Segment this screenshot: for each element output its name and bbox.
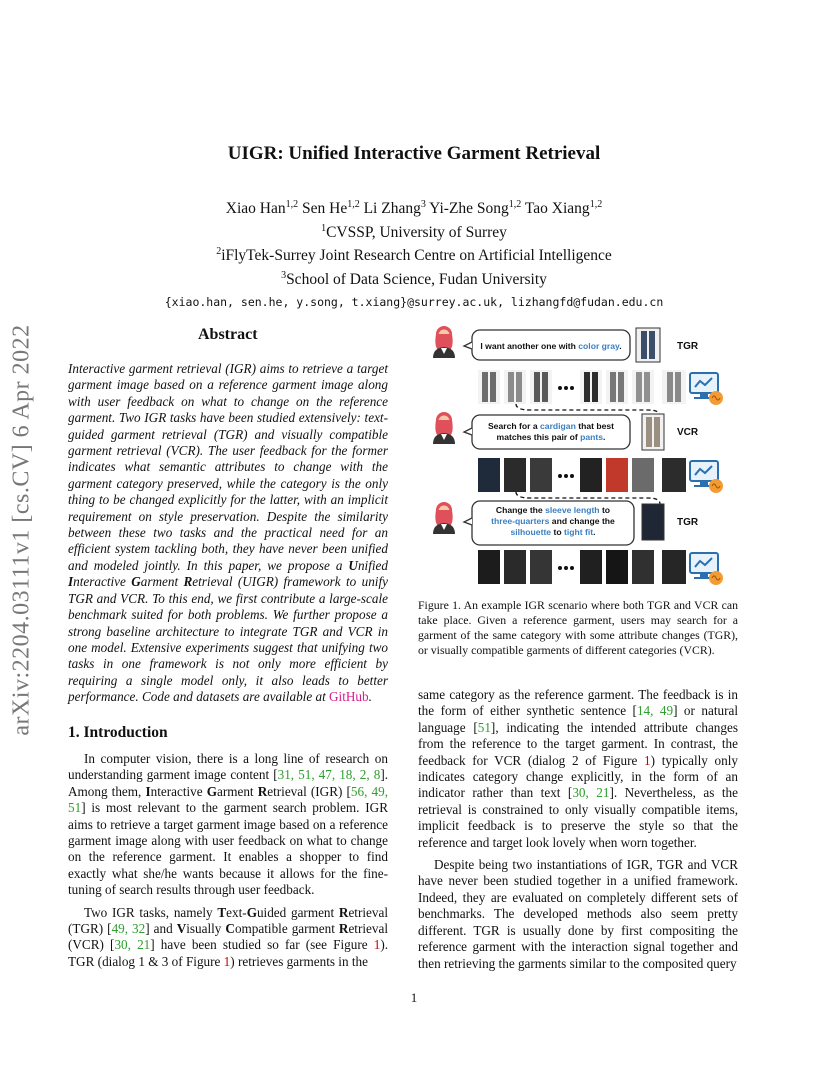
arxiv-identifier: arXiv:2204.03111v1 [cs.CV] 6 Apr 2022: [8, 324, 35, 736]
author-emails: {xiao.han, sen.he, y.song, t.xiang}@surrey.ac.uk, lizhangfd@fudan.edu.cn: [164, 294, 664, 309]
citation[interactable]: 51: [477, 719, 491, 735]
citation[interactable]: 14, 49: [636, 703, 674, 719]
retrieval-system-icon: [690, 553, 723, 585]
dialog-2: [433, 412, 699, 450]
task-tag: VCR: [677, 427, 699, 438]
result-row-1: [478, 370, 723, 416]
affiliation: $^1$CVSSP, University of Surrey: [321, 222, 507, 241]
introduction-body: [68, 751, 388, 976]
paper-title: UIGR: Unified Interactive Garment Retrieval: [227, 143, 601, 164]
task-tag: TGR: [677, 341, 699, 352]
paragraph: same category as the reference garment. The feedback is in the form of either synthetic sentence [14, 49] or natural language [51], indicating the intended attribute changes from the reference to the target garment. In contrast, the feedback for VCR (dialog 2 of Figure 1) typically only indicates category change explicitly, in the form of an indicator rather than text [30, 21]. Nevertheless, as the retrieval is constrained to only visually compatible items, implicit feedback is to preserve the style so that the reference and target look lovely when worn together.: [418, 687, 739, 850]
citation[interactable]: 49, 32: [111, 921, 146, 937]
author: Li Zhang$^3$: [363, 199, 426, 218]
author: Xiao Han$^{1,2}$: [225, 199, 299, 218]
affiliation: $^2$iFlyTek-Surrey Joint Research Centre on Artificial Intelligence: [216, 246, 612, 265]
author: Yi-Zhe Song$^{1,2}$: [429, 199, 522, 218]
figure-ref[interactable]: 1: [644, 752, 651, 768]
retrieval-system-icon: [690, 461, 723, 493]
page-number: 1: [410, 990, 418, 1005]
affiliation: $^3$School of Data Science, Fudan University: [281, 269, 547, 289]
reference-garment-image: [636, 328, 660, 362]
user-icon: [433, 502, 455, 534]
citation[interactable]: 30, 21: [572, 785, 610, 801]
result-row-2: [478, 458, 723, 504]
feedback-text: I want another one with color gray.: [480, 341, 622, 351]
author-names: [0, 195, 828, 219]
abstract-heading: Abstract: [198, 326, 258, 343]
feedback-text: Change the sleeve length to: [495, 505, 611, 515]
user-icon: [433, 326, 455, 358]
dialog-1: [433, 326, 699, 362]
author-block: [0, 195, 828, 312]
reference-garment-image: [642, 414, 664, 450]
abstract-body: Interactive garment retrieval (IGR) aims to retrieve a target garment image based on a reference garment image along with user feedback on what to change on the reference garment. Two IGR tasks have been studied extensively: text-guided garment retrieval (TGR) and visually compatible garment retrieval (VCR). The user feedback for the former indicates what semantic attributes to change with the garment category preserved, while the category is the only thing to be changed explicitly for the latter, with an implicit requirement on style preservation. Despite the similarity between these two tasks and the practical need for an efficient system tackling both, they have never been unified and modeled jointly. In this paper, we propose a Unified Interactive Garment Retrieval (UIGR) framework to unify TGR and VCR. To this end, we first contribute a large-scale benchmark suited for both problems. We further propose a strong baseline architecture to integrate TGR and VCR in one model. Extensive experiments suggest that unifying two tasks in one framework is not only more efficient by requiring a single model only, it also leads to better performance. Code and datasets are available at GitHub.: [68, 361, 388, 705]
figure-1-caption: Figure 1. An example IGR scenario where both TGR and VCR can take place. Given a reference garment, users may search for a garment of the same category with some attribute changes (TGR), or visually compatible garments of different categories (VCR).: [418, 598, 738, 657]
citation[interactable]: 56, 49, 51: [68, 783, 388, 816]
result-row-3: [478, 550, 723, 585]
svg-text:matches this pair of pants.: matches this pair of pants.: [496, 432, 606, 442]
figure-ref[interactable]: 1: [223, 953, 231, 969]
user-icon: [433, 412, 455, 444]
figure-ref[interactable]: 1: [373, 937, 381, 953]
feedback-text: Search for a cardigan that best: [487, 421, 615, 431]
figure-1: [420, 318, 738, 590]
retrieval-system-icon: [690, 373, 723, 405]
paragraph: In computer vision, there is a long line of research on understanding garment image content [31, 51, 47, 18, 2, 8]. Among them, Interactive Garment Retrieval (IGR) [56, 49, 51] is most relevant to the garment search problem. IGR aims to retrieve a target garment image based on a reference garment image along with user feedback on what to change on the reference garment. It enables a shopper to find exactly what she/he wants because it allows for the fine-tuning of search results through user feedback.: [68, 751, 389, 898]
paragraph: Despite being two instantiations of IGR, TGR and VCR have never been studied together in a unified framework. Indeed, they are evaluated on completely different sets of benchmarks. The developed methods also seem pretty different. TGR is usually done by first compositing the reference garment with the interaction signal together and then retrieving the garments similar to the composited query: [418, 857, 738, 971]
author: Tao Xiang$^{1,2}$: [524, 199, 603, 218]
task-tag: TGR: [677, 517, 699, 528]
arxiv-sidebar: [2, 290, 42, 770]
reference-garment-image: [642, 504, 664, 540]
section-heading-introduction: 1. Introduction: [68, 724, 168, 741]
author: Sen He$^{1,2}$: [302, 199, 360, 218]
svg-text:three-quarters and change the: three-quarters and change the: [491, 516, 615, 526]
citation[interactable]: 30, 21: [114, 937, 151, 953]
citation[interactable]: 31, 51, 47, 18, 2, 8: [277, 767, 381, 783]
github-link[interactable]: GitHub: [329, 689, 369, 705]
right-column-body: [418, 687, 738, 978]
svg-text:silhouette to tight fit.: silhouette to tight fit.: [510, 527, 596, 537]
dialog-3: [433, 501, 699, 545]
paragraph: Two IGR tasks, namely Text-Guided garment Retrieval (TGR) [49, 32] and Visually Compatible garment Retrieval (VCR) [30, 21] have been studied so far (see Figure 1). TGR (dialog 1 & 3 of Figure 1) retrieves garments in the: [68, 904, 389, 969]
